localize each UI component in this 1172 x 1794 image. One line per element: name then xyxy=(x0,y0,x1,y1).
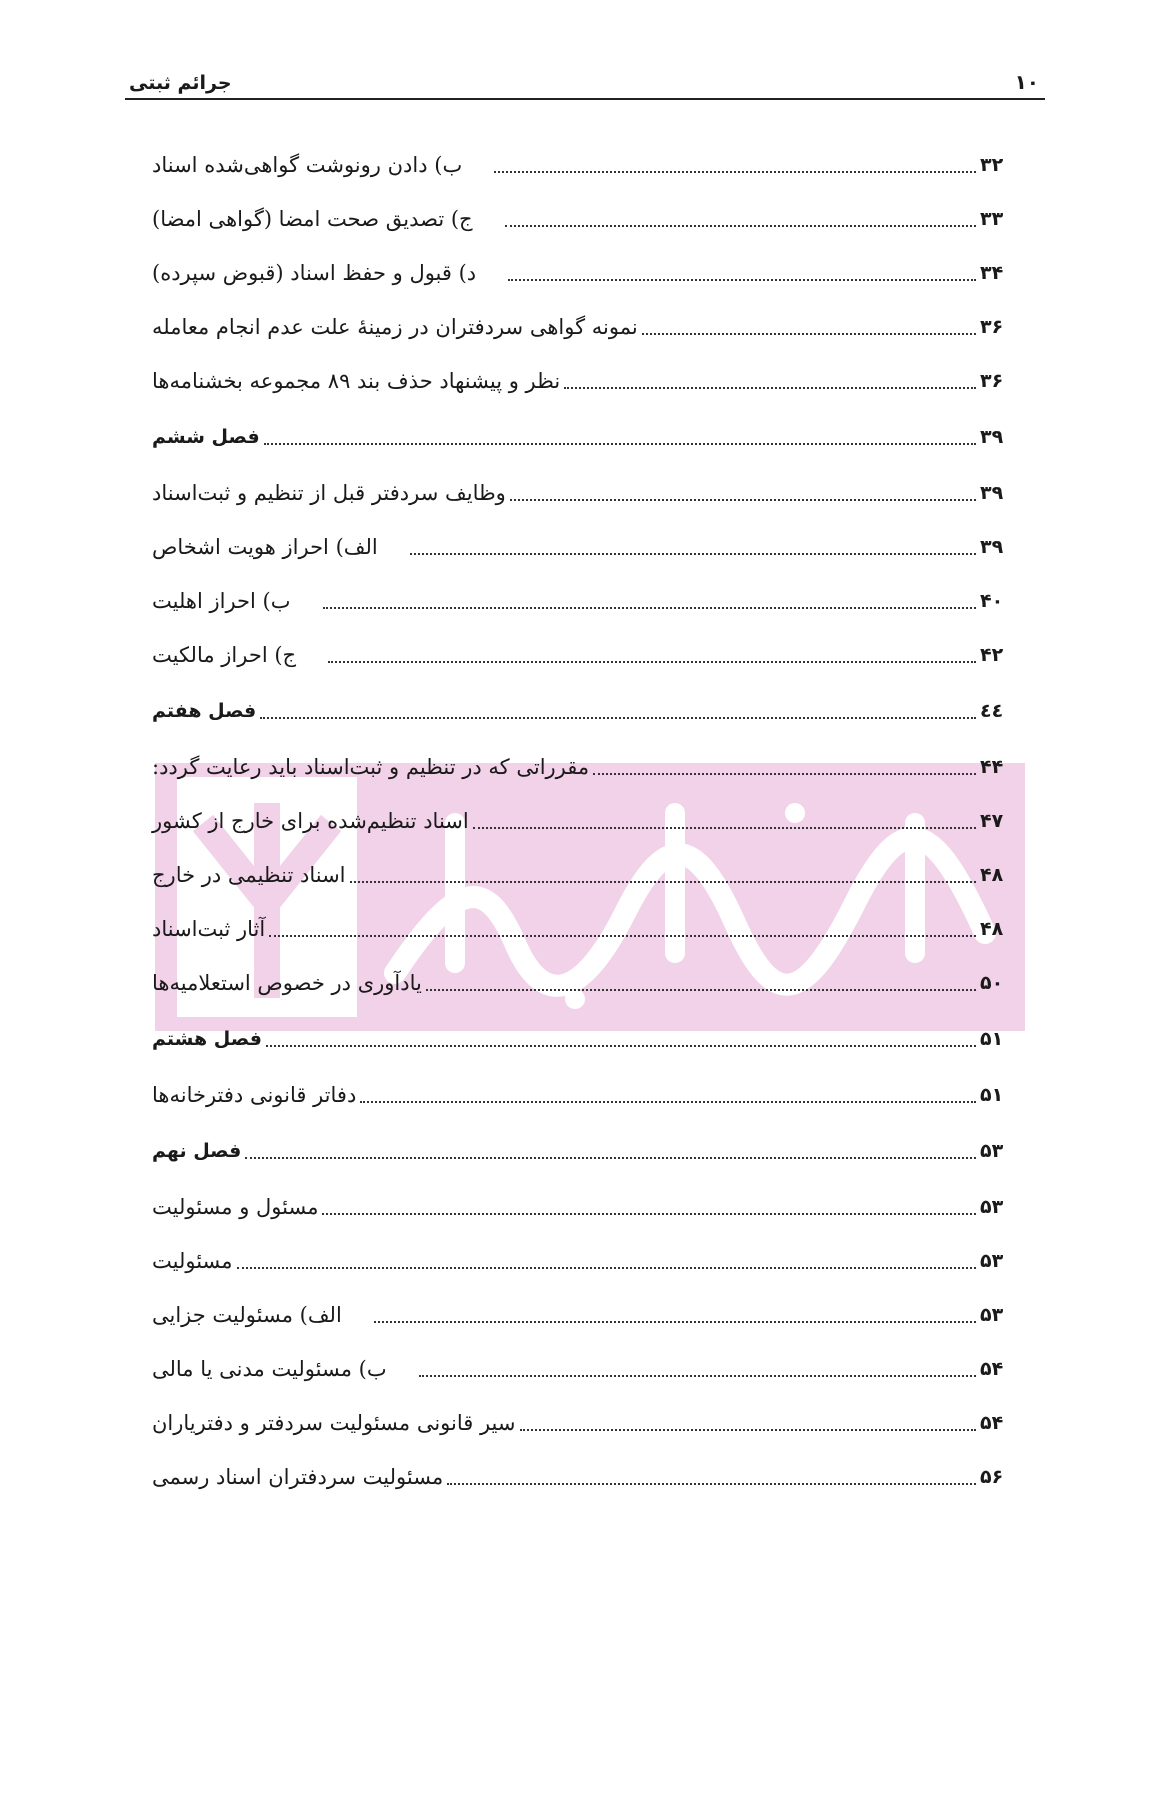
dot-leader xyxy=(264,443,976,445)
toc-entry-row xyxy=(150,902,1020,956)
toc-entry-row xyxy=(150,354,1020,408)
entry-page-number: ۴۷ xyxy=(980,810,1004,832)
entry-title: ب) احراز اهلیت xyxy=(152,589,291,613)
toc-entry-row xyxy=(150,1396,1020,1450)
toc-entry-row xyxy=(150,794,1020,848)
chapter-title: فصل ششم xyxy=(152,426,260,448)
entry-title: مسئول و مسئولیت xyxy=(152,1195,319,1219)
toc-entry-row xyxy=(150,956,1020,1010)
table-of-contents xyxy=(150,138,1020,1504)
dot-leader xyxy=(593,773,976,775)
entry-page-number: ۳۹ xyxy=(980,482,1004,504)
toc-chapter-row xyxy=(150,408,1020,466)
entry-page-number: ۳۴ xyxy=(980,262,1004,284)
page-header xyxy=(125,60,1045,100)
entry-page-number: ۴۸ xyxy=(980,864,1004,886)
chapter-title: فصل نهم xyxy=(152,1140,242,1162)
entry-page-number: ۴۲ xyxy=(980,644,1004,666)
entry-page-number: ۵۳ xyxy=(980,1250,1004,1272)
dot-leader xyxy=(260,717,976,719)
toc-entry-row xyxy=(150,192,1020,246)
entry-title: ج) احراز مالکیت xyxy=(152,643,297,667)
running-title: جرائم ثبتی xyxy=(129,72,232,94)
entry-page-number: ۵۳ xyxy=(980,1140,1004,1162)
dot-leader xyxy=(494,171,976,173)
entry-title: آثار ثبت‌اسناد xyxy=(152,917,266,941)
toc-entry-row xyxy=(150,740,1020,794)
entry-page-number: ۴۸ xyxy=(980,918,1004,940)
toc-entry-row xyxy=(150,628,1020,682)
entry-title: ج) تصدیق صحت امضا (گواهی امضا) xyxy=(152,207,473,231)
toc-entry-row xyxy=(150,300,1020,354)
entry-title: اسناد تنظیمی در خارج xyxy=(152,863,346,887)
toc-entry-row xyxy=(150,1234,1020,1288)
entry-title: د) قبول و حفظ اسناد (قبوض سپرده) xyxy=(152,261,477,285)
entry-page-number: ۵۴ xyxy=(980,1412,1004,1434)
dot-leader xyxy=(350,881,976,883)
entry-title: ب) دادن رونوشت گواهی‌شده اسناد xyxy=(152,153,463,177)
entry-page-number: ٤٤ xyxy=(980,700,1004,722)
toc-entry-row xyxy=(150,466,1020,520)
entry-page-number: ۳۹ xyxy=(980,426,1004,448)
dot-leader xyxy=(266,1045,976,1047)
dot-leader xyxy=(505,225,976,227)
dot-leader xyxy=(410,553,976,555)
entry-page-number: ۵۱ xyxy=(980,1084,1004,1106)
entry-title: مقرراتی که در تنظیم و ثبت‌اسناد باید رعایت گردد: xyxy=(152,755,590,779)
entry-page-number: ۳۹ xyxy=(980,536,1004,558)
dot-leader xyxy=(426,989,976,991)
dot-leader xyxy=(520,1429,977,1431)
entry-title: ب) مسئولیت مدنی یا مالی xyxy=(152,1357,387,1381)
toc-entry-row xyxy=(150,574,1020,628)
entry-page-number: ۳۳ xyxy=(980,208,1004,230)
dot-leader xyxy=(508,279,976,281)
entry-title: اسناد تنظیم‌شده برای خارج از کشور xyxy=(152,809,469,833)
toc-entry-row xyxy=(150,1342,1020,1396)
toc-entry-row xyxy=(150,520,1020,574)
dot-leader xyxy=(374,1321,976,1323)
entry-page-number: ۳۶ xyxy=(980,316,1004,338)
dot-leader xyxy=(510,499,976,501)
dot-leader xyxy=(419,1375,976,1377)
dot-leader xyxy=(447,1483,976,1485)
dot-leader xyxy=(269,935,976,937)
entry-title: الف) احراز هویت اشخاص xyxy=(152,535,378,559)
entry-page-number: ۵۳ xyxy=(980,1304,1004,1326)
toc-chapter-row xyxy=(150,1122,1020,1180)
dot-leader xyxy=(322,1213,976,1215)
page-number: ۱۰ xyxy=(1014,70,1039,94)
entry-page-number: ۳۶ xyxy=(980,370,1004,392)
entry-title: وظایف سردفتر قبل از تنظیم و ثبت‌اسناد xyxy=(152,481,506,505)
toc-entry-row xyxy=(150,1068,1020,1122)
entry-page-number: ۵۱ xyxy=(980,1028,1004,1050)
entry-page-number: ۵۶ xyxy=(980,1466,1004,1488)
toc-chapter-row xyxy=(150,682,1020,740)
dot-leader xyxy=(323,607,976,609)
dot-leader xyxy=(473,827,976,829)
entry-title: نظر و پیشنهاد حذف بند ۸۹ مجموعه بخشنامه‌ها xyxy=(152,369,561,393)
entry-title: مسئولیت سردفتران اسناد رسمی xyxy=(152,1465,444,1489)
entry-page-number: ۴۴ xyxy=(980,756,1004,778)
toc-entry-row xyxy=(150,1180,1020,1234)
toc-entry-row xyxy=(150,246,1020,300)
toc-entry-row xyxy=(150,848,1020,902)
chapter-title: فصل هفتم xyxy=(152,700,257,722)
dot-leader xyxy=(245,1157,976,1159)
entry-title: سیر قانونی مسئولیت سردفتر و دفتریاران xyxy=(152,1411,516,1435)
entry-page-number: ۳۲ xyxy=(980,154,1004,176)
entry-page-number: ۵۳ xyxy=(980,1196,1004,1218)
dot-leader xyxy=(328,661,976,663)
entry-title: مسئولیت xyxy=(152,1249,233,1273)
dot-leader xyxy=(360,1101,976,1103)
entry-page-number: ۵۴ xyxy=(980,1358,1004,1380)
dot-leader xyxy=(237,1267,976,1269)
toc-entry-row xyxy=(150,138,1020,192)
toc-entry-row xyxy=(150,1288,1020,1342)
chapter-title: فصل هشتم xyxy=(152,1028,262,1050)
entry-title: یادآوری در خصوص استعلامیه‌ها xyxy=(152,971,422,995)
entry-page-number: ۴۰ xyxy=(980,590,1004,612)
toc-chapter-row xyxy=(150,1010,1020,1068)
entry-title: نمونه گواهی سردفتران در زمینهٔ علت عدم انجام معامله xyxy=(152,315,638,339)
entry-title: الف) مسئولیت جزایی xyxy=(152,1303,342,1327)
dot-leader xyxy=(642,333,976,335)
entry-page-number: ۵۰ xyxy=(980,972,1004,994)
toc-entry-row xyxy=(150,1450,1020,1504)
dot-leader xyxy=(564,387,976,389)
entry-title: دفاتر قانونی دفترخانه‌ها xyxy=(152,1083,357,1107)
